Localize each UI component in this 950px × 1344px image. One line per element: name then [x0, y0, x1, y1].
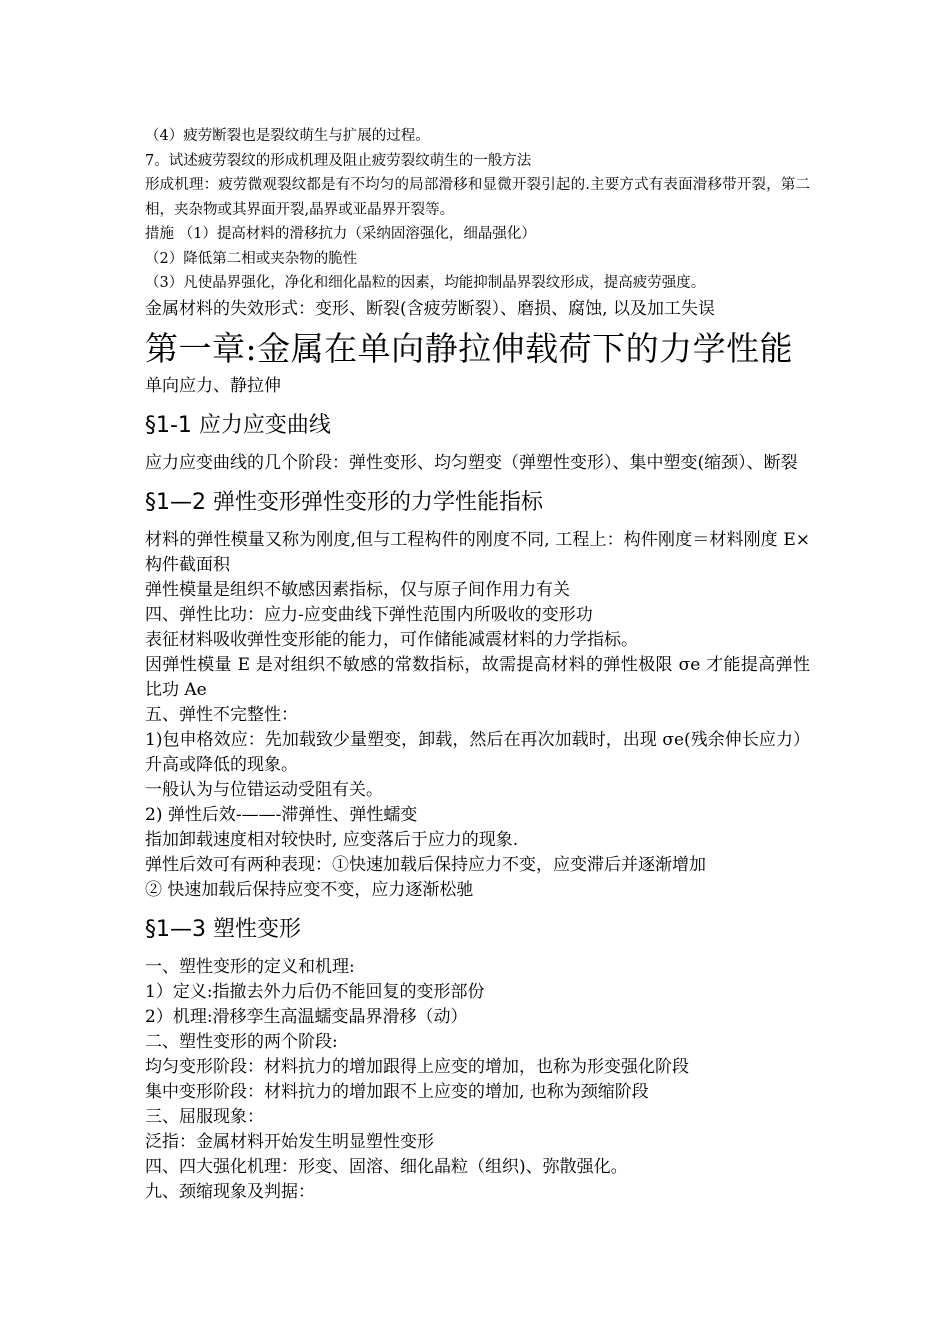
necking-heading: 九、颈缩现象及判据：	[145, 1181, 315, 1202]
section-heading-1-1: §1-1 应力应变曲线	[145, 412, 331, 438]
elastic-limit-note: 因弹性模量 E 是对组织不敏感的常数指标，故需提高材料的弹性极限 σe 才能提高弹性比功 Ae	[145, 654, 810, 700]
aftereffect-definition: 指加卸载速度相对较快时, 应变落后于应力的现象.	[145, 829, 519, 850]
chapter-title: 第一章:金属在单向静拉伸载荷下的力学性能	[145, 328, 794, 368]
aftereffect-form-1: 弹性后效可有两种表现：①快速加载后保持应力不变，应变滞后并逐渐增加	[145, 854, 706, 875]
section-heading-1-3: §1—3 塑性变形	[145, 916, 301, 942]
concentrated-deformation: 集中变形阶段：材料抗力的增加跟不上应变的增加, 也称为颈缩阶段	[145, 1081, 649, 1102]
plastic-stages-heading: 二、塑性变形的两个阶段:	[145, 1031, 338, 1052]
plastic-definition: 1）定义:指撤去外力后仍不能回复的变形部份	[145, 981, 485, 1002]
stress-strain-stages: 应力应变曲线的几个阶段：弹性变形、均匀塑变（弹塑性变形）、集中塑变(缩颈）、断裂	[145, 452, 798, 473]
yield-definition: 泛指：金属材料开始发生明显塑性变形	[145, 1131, 434, 1152]
elastic-modulus-stiffness: 材料的弹性模量又称为刚度,但与工程构件的刚度不同, 工程上：构件刚度＝材料刚度 E×构件截面积	[145, 529, 810, 575]
yield-heading: 三、屈服现象：	[145, 1106, 264, 1127]
failure-modes: 金属材料的失效形式：变形、断裂(含疲劳断裂）、磨损、腐蚀, 以及加工失误	[145, 298, 715, 319]
measure-1: 措施 （1）提高材料的滑移抗力（采纳固溶强化，细晶强化）	[145, 226, 536, 242]
aftereffect-form-2: ② 快速加载后保持应变不变，应力逐渐松驰	[145, 879, 474, 900]
question-7: 7。试述疲劳裂纹的形成机理及阻止疲劳裂纹萌生的一般方法	[145, 152, 532, 169]
plastic-definition-heading: 一、塑性变形的定义和机理:	[145, 956, 355, 977]
measure-3: （3）凡使晶界强化，净化和细化晶粒的因素，均能抑制晶界裂纹形成，提高疲劳强度。	[145, 275, 706, 291]
formation-mechanism: 形成机理：疲劳微观裂纹都是有不均匀的局部滑移和显微开裂引起的.主要方式有表面滑移带开裂，第二相，夹杂物或其界面开裂,晶界或亚晶界开裂等。	[145, 177, 810, 218]
strengthening-mechanisms: 四、四大强化机理：形变、固溶、细化晶粒（组织)、弥散强化。	[145, 1156, 628, 1177]
elastic-aftereffect: 2) 弹性后效-——-滞弹性、弹性蠕变	[145, 804, 418, 825]
document-content	[145, 124, 810, 1205]
uniform-deformation: 均匀变形阶段：材料抗力的增加跟得上应变的增加，也称为形变强化阶段	[145, 1056, 689, 1077]
section-heading-1-2: §1—2 弹性变形弹性变形的力学性能指标	[145, 489, 543, 515]
elastic-imperfection: 五、弹性不完整性：	[145, 704, 298, 725]
elastic-specific-work: 四、弹性比功：应力-应变曲线下弹性范围内所吸收的变形功	[145, 604, 593, 625]
plastic-mechanism: 2）机理:滑移孪生高温蠕变晶界滑移（动）	[145, 1006, 468, 1027]
measure-2: （2）降低第二相或夹杂物的脆性	[145, 250, 358, 267]
chapter-subtitle: 单向应力、静拉伸	[145, 375, 281, 396]
bauschinger-effect: 1)包申格效应：先加载致少量塑变，卸载，然后在再次加载时，出现 σe(残余伸长应力）升高或降低的现象。	[145, 729, 810, 775]
dislocation-note: 一般认为与位错运动受阻有关。	[145, 779, 383, 800]
elastic-modulus-insensitive: 弹性模量是组织不敏感因素指标，仅与原子间作用力有关	[145, 579, 570, 600]
elastic-energy-ability: 表征材料吸收弹性变形能的能力，可作储能减震材料的力学指标。	[145, 629, 638, 650]
fatigue-item-4: （4）疲劳断裂也是裂纹萌生与扩展的过程。	[145, 128, 430, 144]
